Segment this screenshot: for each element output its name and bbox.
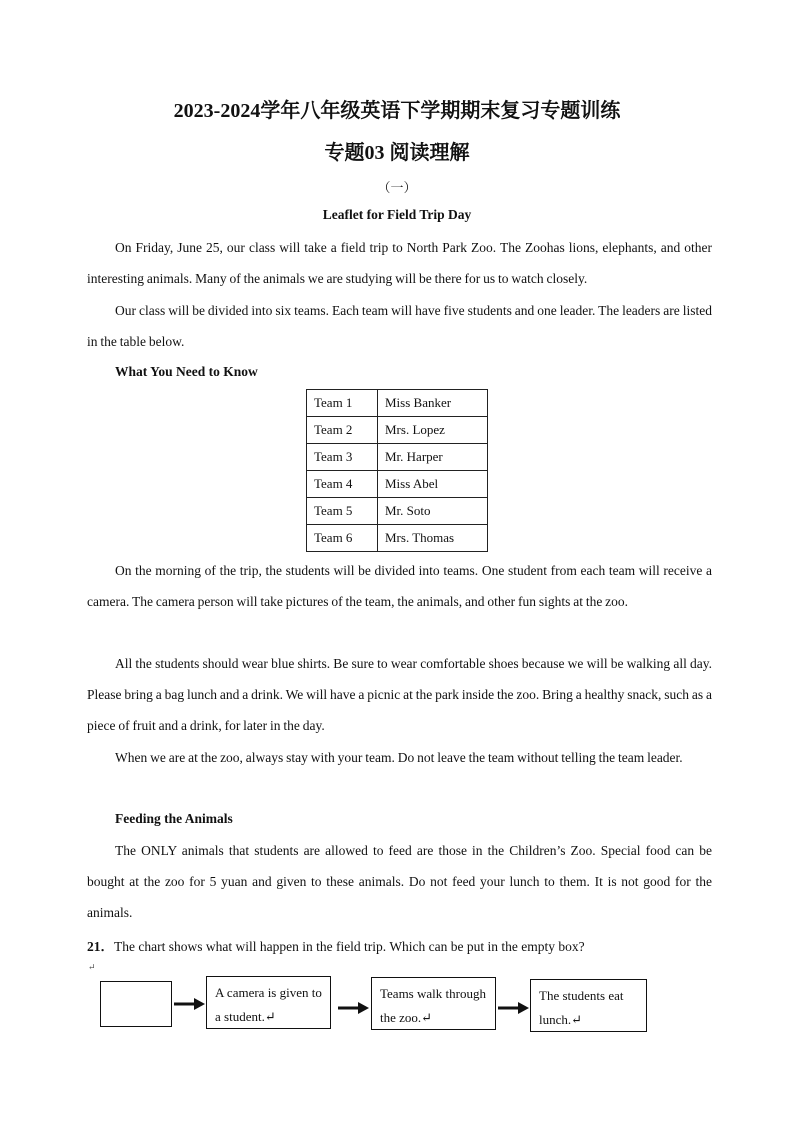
leader-cell: Miss Abel [378, 471, 488, 498]
paragraph-mark: ↵ [88, 962, 96, 972]
paragraph-4: All the students should wear blue shirts. Be sure to wear comfortable shoes because we will be walking all day. Please bring a bag lunch and a drink. We will have a picnic at the park inside the zoo. Bring a healthy snack, such as a piece of fruit and a drink, for later in the day. [87, 656, 712, 733]
table-row [307, 390, 488, 417]
paragraph-3: On the morning of the trip, the students will be divided into teams. One student from each team will receive a camera. The camera person will take pictures of the team, the animals, and other fun sights at the zoo. [87, 563, 712, 609]
flow-box-walk: Teams walk through the zoo.↵ [371, 977, 496, 1030]
arrow-right-icon [174, 997, 206, 1011]
document-subtitle: 专题03 阅读理解 [324, 142, 470, 164]
arrow-right-icon [338, 1001, 370, 1015]
paragraph-2: Our class will be divided into six teams. Each team will have five students and one leader. The leaders are listed in the table below. [87, 303, 712, 349]
paragraph-1: On Friday, June 25, our class will take a field trip to North Park Zoo. The Zoohas lions, elephants, and other interesting animals. Many of the animals we are studying will be there for us to watch closely. [87, 240, 712, 286]
heading-feeding: Feeding the Animals [115, 811, 233, 826]
team-cell: Team 1 [307, 390, 378, 417]
table-row [307, 417, 488, 444]
flow-box-lunch: The students eat lunch.↵ [530, 979, 647, 1032]
team-cell: Team 3 [307, 444, 378, 471]
team-cell: Team 2 [307, 417, 378, 444]
flow-box-camera: A camera is given to a student.↵ [206, 976, 331, 1029]
question-text: The chart shows what will happen in the field trip. Which can be put in the empty box? [114, 939, 585, 954]
table-row [307, 471, 488, 498]
table-row [307, 525, 488, 552]
question-number: 21． [87, 939, 114, 954]
leader-cell: Mr. Soto [378, 498, 488, 525]
paragraph-5: When we are at the zoo, always stay with your team. Do not leave the team without telling the team leader. [115, 750, 683, 765]
arrow-right-icon [498, 1001, 530, 1015]
team-cell: Team 6 [307, 525, 378, 552]
question-21 [87, 935, 585, 955]
team-cell: Team 5 [307, 498, 378, 525]
paragraph-6: The ONLY animals that students are allowed to feed are those in the Children’s Zoo. Special food can be bought at the zoo for 5 yuan and given to these animals. Do not feed your lunch to them. It is not good for the animals. [87, 843, 712, 920]
team-cell: Team 4 [307, 471, 378, 498]
section-number: （一） [377, 180, 417, 195]
leader-cell: Miss Banker [378, 390, 488, 417]
leader-cell: Mr. Harper [378, 444, 488, 471]
leaders-table [306, 389, 488, 552]
heading-need-to-know: What You Need to Know [115, 364, 258, 379]
flow-box-empty [100, 981, 172, 1027]
leaflet-title: Leaflet for Field Trip Day [322, 207, 472, 222]
table-row [307, 444, 488, 471]
table-row [307, 498, 488, 525]
document-title: 2023-2024学年八年级英语下学期期末复习专题训练 [173, 100, 621, 122]
leader-cell: Mrs. Thomas [378, 525, 488, 552]
leader-cell: Mrs. Lopez [378, 417, 488, 444]
